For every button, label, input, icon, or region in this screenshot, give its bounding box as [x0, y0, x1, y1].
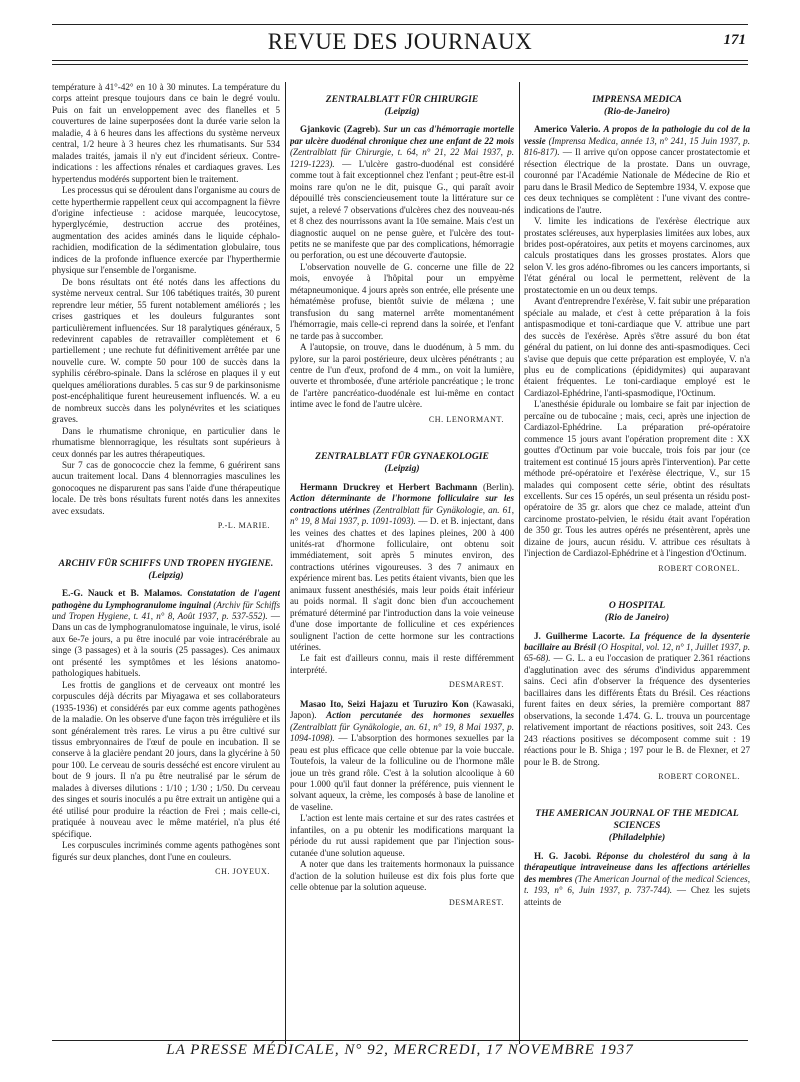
article-text: — L'ulcère gastro-duodénal est considéré comme tout à fait exceptionnel chez l'enfant ; peut-être est-il moins rare qu'on ne le dit, puisque G., qui paraît avoir dépouillé très consciencieusement toute la littérature sur ce sujet, a relevé 7 observations d'ulcères chez des nouveau-nés et 8 chez des nourrissons avant la 10e semaine. Mais c'est un diagnostic auquel on ne pense guère, et l'ulcère des tout-petits ne se manifeste que par des complications, hémorragie ou perforation, ou est une découverte d'autopsie. — [290, 158, 514, 261]
article-authors: J. Guilherme Lacorte. — [534, 630, 625, 641]
footer-rule — [52, 1040, 748, 1041]
column-1 — [52, 82, 280, 1040]
paragraph: Sur 7 cas de gonococcie chez la femme, 6 guérirent sans aucun traitement local. Dans 4 blennorragies masculines les gonocoques ne disparurent pas sans l'aide d'une thérapeutique locale. De très bons résultats furent notés dans les annexites avec exsudats. — [52, 459, 280, 516]
article-text: — Dans un cas de lymphogranulomatose inguinale, le virus, isolé aux 6e-7e jours, a pu être inoculé par voie intracérébrale au singe (3 passages) et à la souris (25 passages). Ces animaux ont présenté les symptômes et les lésions anatomo-pathologiques habituels. — [52, 611, 280, 679]
journal-heading: ARCHIV FÜR SCHIFFS UND TROPEN HYGIENE. — [58, 557, 274, 569]
article-entry — [524, 631, 750, 768]
journal-location: (Leipzig) — [384, 463, 420, 475]
paragraph: A l'autopsie, on trouve, dans le duodénum, à 5 mm. du pylore, sur la paroi postérieure, deux ulcères pénétrants ; au centre de l'un d'eux, profond de 4 mm., on voit la lumière, ouverte et thrombosée, d'une artériole pancréatique ; le tronc de l'artère pancréatico-duodénale est lui-même en contact intime avec le fond de l'autre ulcère. — [290, 342, 514, 410]
column-2 — [290, 82, 514, 1040]
article-title: Constatation de l'agent pathogène du Lymphogranulome inguinal — [52, 588, 280, 610]
article-title: Sur un cas d'hémorragie mortelle par ulcère duodénal chronique chez une enfant de 22 mois — [290, 124, 514, 146]
article-text: — G. L. a eu l'occasion de pratiquer 2.361 réactions d'agglutination avec des sérums d'individus apparemment sains. Ceci afin d'observer la fréquence des dysenteries bacillaires dans les différents États du Brésil. Ces réactions furent faites en deux séries, la première comportant 887 observations, la seconde 1.474. G. L. trouva un pourcentage relativement important de réactions positives, soit 243. Ces 243 réactions positives se décomposent comme suit : 19 réactions pour le B. Shiga ; 197 pour le B. de Flexner, et 27 pour le B. de Strong. — [524, 653, 750, 767]
article-title: A propos de la pathologie du col de la vessie — [524, 124, 750, 146]
author-signature: DESMAREST. — [449, 680, 504, 690]
journal-section-title: REVUE DES JOURNAUX — [267, 29, 533, 54]
author-signature: CH. LENORMANT. — [428, 414, 504, 424]
article-entry — [290, 124, 514, 261]
article-citation: (Archiv für Schiffs und Tropen Hygiene, t. 41, n° 8, Août 1937, p. 537-552). — [52, 599, 280, 622]
column-separator — [285, 82, 286, 1044]
paragraph: température à 41°-42° en 10 à 30 minutes. La température du corps atteint presque toujours dans ce bain le degré voulu. Puis on fait un enveloppement avec des flanelles et 5 couvertures de laine superposées dont la durée varie selon la maladie, 4 à 6 heures dans les affections du système nerveux central, 1/2 heure à 3 heures chez les rhumatisants. Sur 534 malades traités, jamais il n'y eut d'incident sérieux. Contre-indications : les affections rénales et cardiaques graves. Les hypertendus modérés supportent bien le traitement. — [52, 82, 280, 184]
author-signature: P.-L. MARIE. — [217, 521, 270, 531]
article-citation: (Zentralblatt für Chirurgie, t. 64, n° 21, 22 Mai 1937, p. 1219-1223). — [290, 147, 514, 169]
article-text: — D. et B. injectant, dans les veines des chattes et des lapines pleines, 200 à 400 unités-rat d'hormone folliculaire, ont obtenu soit immédiatement, soit après 5 minutes environ, des contractions utérines vigoureuses. 3 des 7 animaux en expérience mirent bas. Les petits étaient vivants, bien que les animaux fussent anesthésiés, mais leur poids était inférieur au poids normal. Il s'agit donc bien d'un accouchement prématuré déterminé par l'introduction dans la voie veineuse d'une dose importante de folliculine et ces expériences soulignent l'action de cette hormone sur les contractions utérines. — [290, 516, 514, 653]
article-authors: H. G. Jacobi. — [534, 850, 592, 861]
journal-heading: ZENTRALBLATT FÜR GYNAEKOLOGIE — [315, 451, 489, 463]
paragraph: L'action est lente mais certaine et sur des rates castrées et infantiles, on a pu obtenir les modifications marquant la période du rut aussi rapidement que par l'injection sous-cutanée d'une solution aqueuse. — [290, 813, 514, 858]
article-authors: Gjankovic (Zagreb). — [300, 124, 381, 135]
paragraph: L'anesthésie épidurale ou lombaire se fait par injection de percaïne ou de tubocaïne ; mais, ceci, après une injection de Cardiazol-Ephédrine. La préparation pré-opératoire commence 15 jours avant l'opération proprement dite : XX gouttes d'Octinum par voie buccale, trois fois par jour (ce traitement est continué 15 jours après l'intervention). Par cette méthode pré-opératoire et l'exérèse électrique, V., sur 15 malades qui composent cette série, obtint des résultats excellents. Sur ces 15 opérés, un seul présenta un résidu post-opératoire de 35 gr. alors que chez ce malade, atteint d'un carcinome prostato-pelvien, le résidu était avant l'opération de 350 gr. Tous les autres opérés ne présentèrent, après une dizaine de jours, aucun résidu. V. attribue ces résultats à l'injection de Cardiazol-Ephédrine et à l'ingestion d'Octinum. — [524, 399, 750, 559]
column-separator — [519, 82, 520, 1044]
article-author-place: (Berlin). — [482, 481, 514, 492]
journal-location: (Leipzig) — [384, 106, 420, 117]
journal-location: (Rio de Janeiro) — [604, 612, 670, 624]
article-title: Action déterminante de l'hormone folliculaire sur les contractions utérines — [290, 493, 514, 515]
paragraph: A noter que dans les traitements hormonaux la puissance d'action de la solution huileuse est dix fois plus forte que celle obtenue par la solution aqueuse. — [290, 859, 514, 893]
journal-heading: O HOSPITAL — [608, 600, 666, 612]
article-authors: Masao Ito, Seizi Hajazu et Turuziro Kon — [300, 698, 469, 709]
running-footer: LA PRESSE MÉDICALE, N° 92, MERCREDI, 17 NOVEMBRE 1937 — [166, 1042, 634, 1058]
article-entry — [524, 124, 750, 216]
article-entry — [52, 588, 280, 680]
column-3 — [524, 82, 750, 1040]
header-rule-double — [52, 64, 748, 65]
article-title: Réponse du cholestérol du sang à la thérapeutique intraveineuse dans les affections artérielles des membres — [524, 850, 750, 884]
paragraph: L'observation nouvelle de G. concerne une fille de 22 mois, envoyée à l'hôpital pour un empyème métapneumonique. 4 jours après son entrée, elle présente une hématémèse profuse, bientôt suivie de mélæna ; une transfusion du sang maternel arrête momentanément l'hémorragie, mais celle-ci reprend dans la soirée, et l'enfant ne tarde pas à succomber. — [290, 261, 514, 341]
paragraph: Le fait est d'ailleurs connu, mais il reste différemment interprété. — [290, 653, 514, 675]
author-signature: ROBERT CORONEL. — [658, 772, 740, 782]
journal-heading: ZENTRALBLATT FÜR CHIRURGIE — [325, 94, 479, 105]
journal-location: (Rio-de-Janeiro) — [603, 106, 671, 117]
article-citation: (O Hospital, vol. 12, n° 1, Juillet 1937, p. 65-68). — [524, 642, 750, 664]
article-authors: E.-G. Nauck et B. Malamos. — [62, 588, 183, 599]
paragraph: Les frottis de ganglions et de cerveaux ont montré les corpuscules déjà décrits par Miyagawa et ses collaborateurs (1935-1936) et considérés par eux comme agents pathogènes de la maladie. On les observe d'une façon très irrégulière et ils sont généralement très rares. Le virus a pu être cultivé sur tissus embryonnaires de l'œuf de poule en incubation. Il se conserve à la glacière pendant 20 jours, dans la glycérine à 50 pour 100. Le cerveau de souris desséché est encore virulent au bout de 9 jours. Il n'a pu être neutralisé par le sérum de malades à diverses dilutions : 1/10 ; 1/30 ; 1/50. Du cerveau des singes et souris inoculés a pu être extrait un antigène qui a été utilisé pour produire la réaction de Frei ; mais celle-ci, pratiquée à nouveau avec le même matériel, n'a plus été spécifique. — [52, 679, 280, 839]
article-authors: Hermann Druckrey et Herbert Bachmann — [300, 481, 478, 492]
journal-location: (Philadelphie) — [608, 832, 666, 844]
article-citation: (Zentralblatt für Gynäkologie, an. 61, n° 19, 8 Mai 1937, p. 1094-1098). — [290, 721, 514, 744]
paragraph: Les corpuscules incriminés comme agents pathogènes sont figurés sur deux planches, dont l'une en couleurs. — [52, 840, 280, 862]
article-author-place: (Kawasaki, Japon). — [290, 698, 514, 721]
paragraph: Les processus qui se déroulent dans l'organisme au cours de cette hyperthermie rappellent ceux qui accompagnent la fièvre d'origine infectieuse : acidose marquée, leucocytose, hyperglycémie, destruction accrue des protéines, augmentation des acides aminés dans le liquide céphalo-rachidien, modification de la sédimentation globulaire, tous indices de la profonde influence exercée par l'hyperthermie physique sur l'ensemble de l'organisme. — [52, 185, 280, 276]
article-title: La fréquence de la dysenterie bacillaire au Brésil — [524, 630, 750, 653]
paragraph: V. limite les indications de l'exérèse électrique aux prostates scléreuses, aux hyperplasies limitées aux lobes, aux brides post-opératoires, aux petits et moyens carcinomes, aux calculs prostatiques dans les grosses prostates. Alors que selon V. les gros adéno-fibromes ou les cancers importants, si l'état général ou local le permettent, relèvent de la prostatectomie en un ou deux temps. — [524, 216, 750, 295]
article-entry — [290, 482, 514, 654]
journal-location: (Leipzig) — [148, 569, 184, 581]
article-citation: (Imprensa Medica, année 13, n° 241, 15 Juin 1937, p. 816-817). — [524, 135, 750, 158]
paragraph: Dans le rhumatisme chronique, en particulier dans le rhumatisme blennorragique, les résultats sont supérieurs à ceux donnés par les autres thérapeutiques. — [52, 425, 280, 459]
article-entry — [524, 851, 750, 908]
article-citation: (Zentralblatt für Gynäkologie, an. 61, n° 19, 8 Mai 1937, p. 1091-1093). — [290, 504, 514, 527]
journal-heading: THE AMERICAN JOURNAL OF THE MEDICAL SCIENCES — [535, 808, 739, 832]
article-citation: (The American Journal of the medical Sciences, t. 193, n° 6, Juin 1937, p. 737-744). — [524, 873, 750, 896]
paragraph: De bons résultats ont été notés dans les affections du système nerveux central. Sur 106 tabétiques traités, 30 purent reprendre leur métier, 55 furent notablement améliorés ; les crises gastriques et les douleurs fulgurantes sont particulièrement influencées. Sur 18 paralytiques généraux, 5 redevinrent capables de retravailler complètement et 6 partiellement ; une rechute fut définitivement arrêtée par une nouvelle cure. W. compte 50 pour 100 de succès dans la syphilis cérébro-spinale. Dans la sclérose en plaques il y eut quelques améliorations durables. 5 cas sur 9 de parkinsonisme post-encéphalitique furent heureusement influencés. W. a eu de nombreux succès dans les polynévrites et les sciatiques graves. — [52, 276, 280, 425]
page-number: 171 — [723, 32, 746, 48]
article-title: Action percutanée des hormones sexuelles — [326, 710, 514, 721]
article-text: — Chez les sujets atteints de — [524, 885, 750, 907]
header-rule — [52, 60, 748, 61]
journal-heading: IMPRENSA MEDICA — [592, 94, 682, 105]
paragraph: Avant d'entreprendre l'exérèse, V. fait subir une préparation spéciale au malade, et c'est à cette préparation à la fois antispasmodique et toni-cardiaque que V. attribue une part des succès de l'exérèse. Après s'être assuré du bon état général du patient, on lui donne des anti-spasmodiques. Ceci s'avise que depuis que cette préparation est employée, V. n'a plus eu de complications (épididymites) qui auparavant étaient fréquentes. Le toni-cardiaque employé est le Cardiazol-Ephédrine, l'anti-spasmodique, l'Octinum. — [524, 296, 750, 398]
article-text: — L'absorption des hormones sexuelles par la peau est plus efficace que celle obtenue par la voie buccale. Toutefois, la valeur de la folliculine ou de l'hormone mâle joue un très grand rôle. C'est à la solution alcoolique à 60 pour 1.000 qu'il faut donner la préférence, puis viennent le solvant aqueux, la crème, les composés à base de lanoline et de vaseline. — [290, 733, 514, 812]
article-authors: Americo Valerio. — [534, 124, 601, 135]
article-entry — [290, 699, 514, 814]
author-signature: ROBERT CORONEL. — [658, 563, 740, 573]
author-signature: DESMAREST. — [449, 897, 504, 907]
author-signature: CH. JOYEUX. — [215, 867, 270, 876]
running-header — [52, 24, 748, 58]
article-text: — Il arrive qu'on oppose cancer prostatectomie et résection électrique de la prostate. Dans un ouvrage, couronné par l'Académie Nationale de Médecine de Rio et paru dans le Brasil Medico de Septembre 1934, V. expose que ces deux techniques se complètent : l'une vivant des contre-indications de l'autre. — [524, 147, 750, 215]
